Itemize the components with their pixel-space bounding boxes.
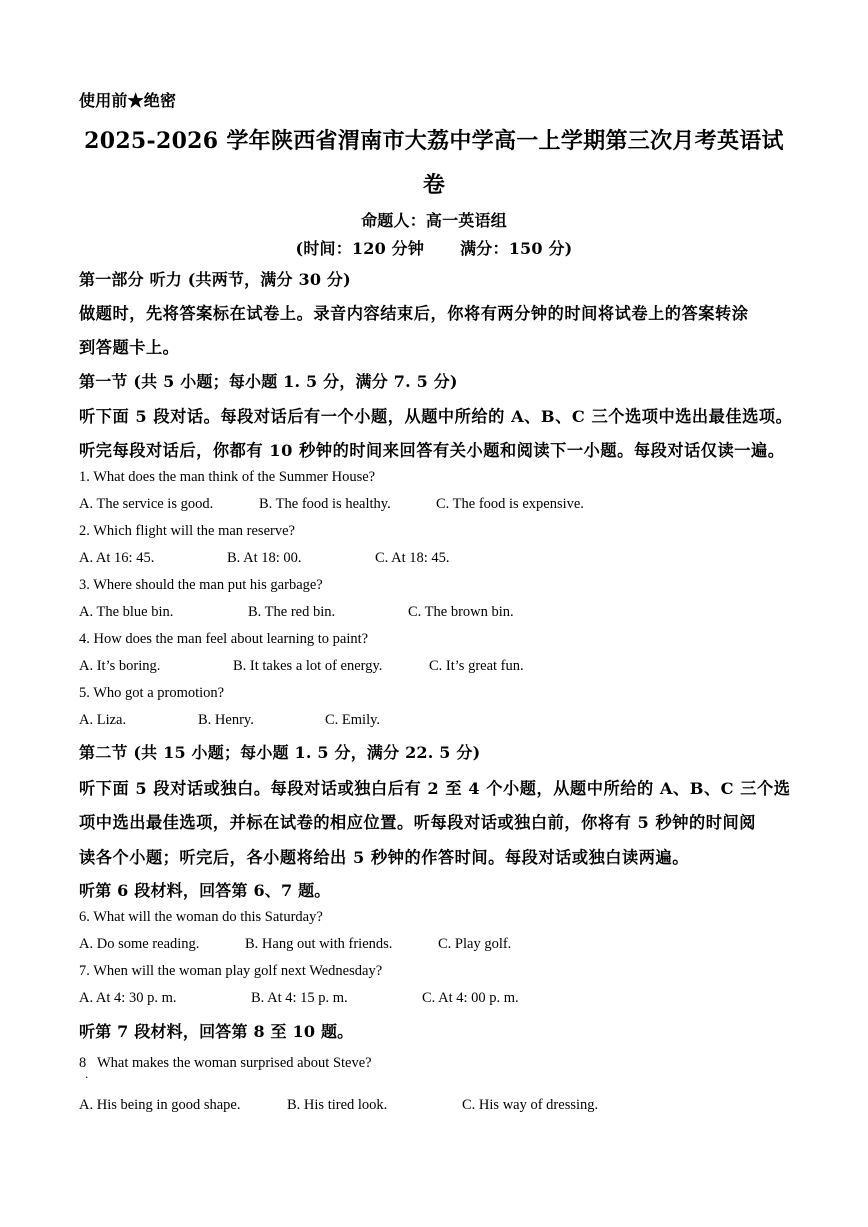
q7-option-b: B. At 4: 15 p. m. — [251, 990, 348, 1006]
q5-option-b: B. Henry. — [198, 712, 254, 728]
secret-label: 使用前★绝密 — [79, 91, 177, 110]
part1-intro-line1: 做题时，先将答案标在试卷上。录音内容结束后，你将有两分钟的时间将试卷上的答案转涂 — [79, 304, 749, 323]
question-7: 7. When will the woman play golf next Wednesday? — [79, 963, 383, 979]
section2-instr-line3: 读各个小题；听完后，各小题将给出 5 秒钟的作答时间。每段对话或独白读两遍。 — [79, 848, 689, 867]
q2-option-a: A. At 16: 45. — [79, 550, 155, 566]
q2-option-b: B. At 18: 00. — [227, 550, 302, 566]
q6-option-c: C. Play golf. — [438, 936, 512, 952]
q3-option-b: B. The red bin. — [248, 604, 336, 620]
question-8: What makes the woman surprised about Steve? — [97, 1055, 372, 1071]
exam-title-line1: 2025-2026 学年陕西省渭南市大荔中学高一上学期第三次月考英语试 — [84, 128, 784, 154]
section1-heading: 第一节 (共 5 小题；每小题 1. 5 分，满分 7. 5 分) — [79, 372, 458, 391]
q8-option-a: A. His being in good shape. — [79, 1097, 241, 1113]
q8-option-b: B. His tired look. — [287, 1097, 388, 1113]
q3-option-c: C. The brown bin. — [408, 604, 514, 620]
q4-option-c: C. It’s great fun. — [429, 658, 524, 674]
question-1: 1. What does the man think of the Summer House? — [79, 469, 376, 485]
q5-option-a: A. Liza. — [79, 712, 127, 728]
q6-option-a: A. Do some reading. — [79, 936, 200, 952]
question-8-number: 8 — [79, 1055, 87, 1071]
q7-option-a: A. At 4: 30 p. m. — [79, 990, 177, 1006]
section2-instr-line1: 听下面 5 段对话或独白。每段对话或独白后有 2 至 4 个小题，从题中所给的 A、B、C 三个选 — [79, 779, 791, 798]
material-6-heading: 听第 6 段材料，回答第 6、7 题。 — [79, 881, 331, 900]
q8-option-c: C. His way of dressing. — [462, 1097, 599, 1113]
question-8-dot: . — [85, 1066, 89, 1081]
time-limit: (时间：120 分钟 — [295, 239, 425, 258]
q1-option-b: B. The food is healthy. — [259, 496, 391, 512]
q4-option-b: B. It takes a lot of energy. — [233, 658, 383, 674]
time-score-line — [0, 236, 868, 259]
part1-intro-line2: 到答题卡上。 — [79, 338, 180, 357]
part1-heading: 第一部分 听力 (共两节，满分 30 分) — [79, 270, 351, 289]
question-6: 6. What will the woman do this Saturday? — [79, 909, 323, 925]
q4-option-a: A. It’s boring. — [79, 658, 161, 674]
q2-option-c: C. At 18: 45. — [375, 550, 450, 566]
question-3: 3. Where should the man put his garbage? — [79, 577, 323, 593]
full-score: 满分：150 分) — [460, 239, 573, 258]
exam-title-line2: 卷 — [422, 172, 446, 198]
question-5: 5. Who got a promotion? — [79, 685, 225, 701]
q6-option-b: B. Hang out with friends. — [245, 936, 393, 952]
author-line: 命题人：高一英语组 — [361, 211, 507, 230]
section1-instr-line2: 听完每段对话后，你都有 10 秒钟的时间来回答有关小题和阅读下一小题。每段对话仅读一遍。 — [79, 441, 785, 460]
q1-option-c: C. The food is expensive. — [436, 496, 584, 512]
q7-option-c: C. At 4: 00 p. m. — [422, 990, 519, 1006]
q1-option-a: A. The service is good. — [79, 496, 214, 512]
question-4: 4. How does the man feel about learning to paint? — [79, 631, 369, 647]
material-7-heading: 听第 7 段材料，回答第 8 至 10 题。 — [79, 1022, 354, 1041]
question-2: 2. Which flight will the man reserve? — [79, 523, 295, 539]
q3-option-a: A. The blue bin. — [79, 604, 174, 620]
section2-instr-line2: 项中选出最佳选项，并标在试卷的相应位置。听每段对话或独白前，你将有 5 秒钟的时间阅 — [79, 813, 756, 832]
section2-heading: 第二节 (共 15 小题；每小题 1. 5 分，满分 22. 5 分) — [79, 743, 481, 762]
section1-instr-line1: 听下面 5 段对话。每段对话后有一个小题，从题中所给的 A、B、C 三个选项中选出最佳选项。 — [79, 407, 793, 426]
q5-option-c: C. Emily. — [325, 712, 381, 728]
